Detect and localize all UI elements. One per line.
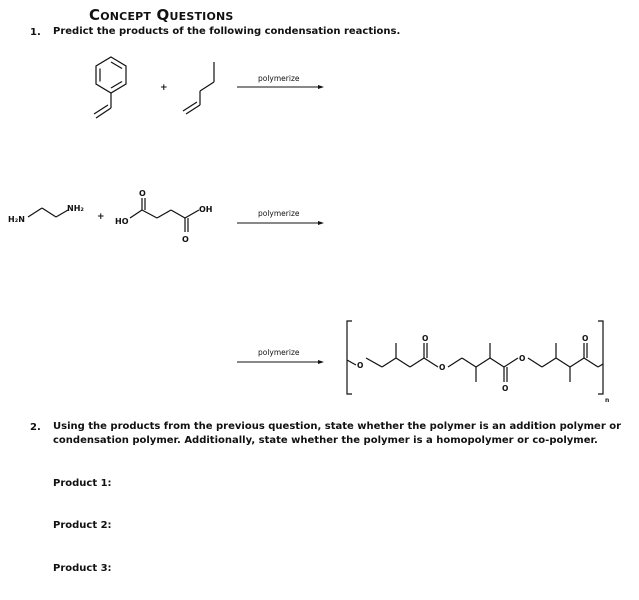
question-1-text: Predict the products of the following condensation reactions.: [53, 26, 401, 37]
diacid-structure: [130, 198, 199, 232]
acid-oxygen-bottom: O: [182, 235, 189, 244]
amine-right-label: NH₂: [67, 204, 84, 213]
question-2-line-2: condensation polymer. Additionally, state whether the polymer is a homopolymer or co-polymer.: [53, 435, 598, 446]
butene-structure: [183, 62, 214, 114]
acid-right-label: OH: [199, 205, 213, 214]
question-2-text: [53, 420, 621, 448]
plus-sign-2: +: [97, 212, 105, 222]
product-3-label: Product 3:: [53, 563, 112, 574]
ester-oxygen-3: O: [519, 354, 526, 363]
arrow-label-2: polymerize: [258, 209, 300, 218]
question-1-number: 1.: [30, 27, 41, 38]
polyester-structure: [347, 321, 603, 394]
repeat-subscript-n: n: [605, 397, 610, 404]
page-title: Concept Questions: [89, 6, 234, 24]
ester-oxygen-2: O: [439, 363, 446, 372]
acid-oxygen-top: O: [139, 189, 146, 198]
carbonyl-oxygen-2: O: [502, 384, 509, 393]
question-2-number: 2.: [30, 422, 41, 433]
question-2-line-1: Using the products from the previous question, state whether the polymer is an addition polymer or: [53, 421, 622, 432]
product-2-label: Product 2:: [53, 520, 112, 531]
arrow-label-3: polymerize: [258, 348, 300, 357]
ethylenediamine-structure: [28, 208, 68, 217]
product-1-label: Product 1:: [53, 478, 112, 489]
amine-left-label: H₂N: [8, 215, 25, 224]
ester-oxygen-1: O: [357, 361, 364, 370]
carbonyl-oxygen-1: O: [422, 334, 429, 343]
styrene-structure: [94, 57, 126, 118]
carbonyl-oxygen-3: O: [582, 334, 589, 343]
plus-sign-1: +: [160, 83, 168, 93]
acid-left-label: HO: [115, 217, 129, 226]
arrow-label-1: polymerize: [258, 74, 300, 83]
